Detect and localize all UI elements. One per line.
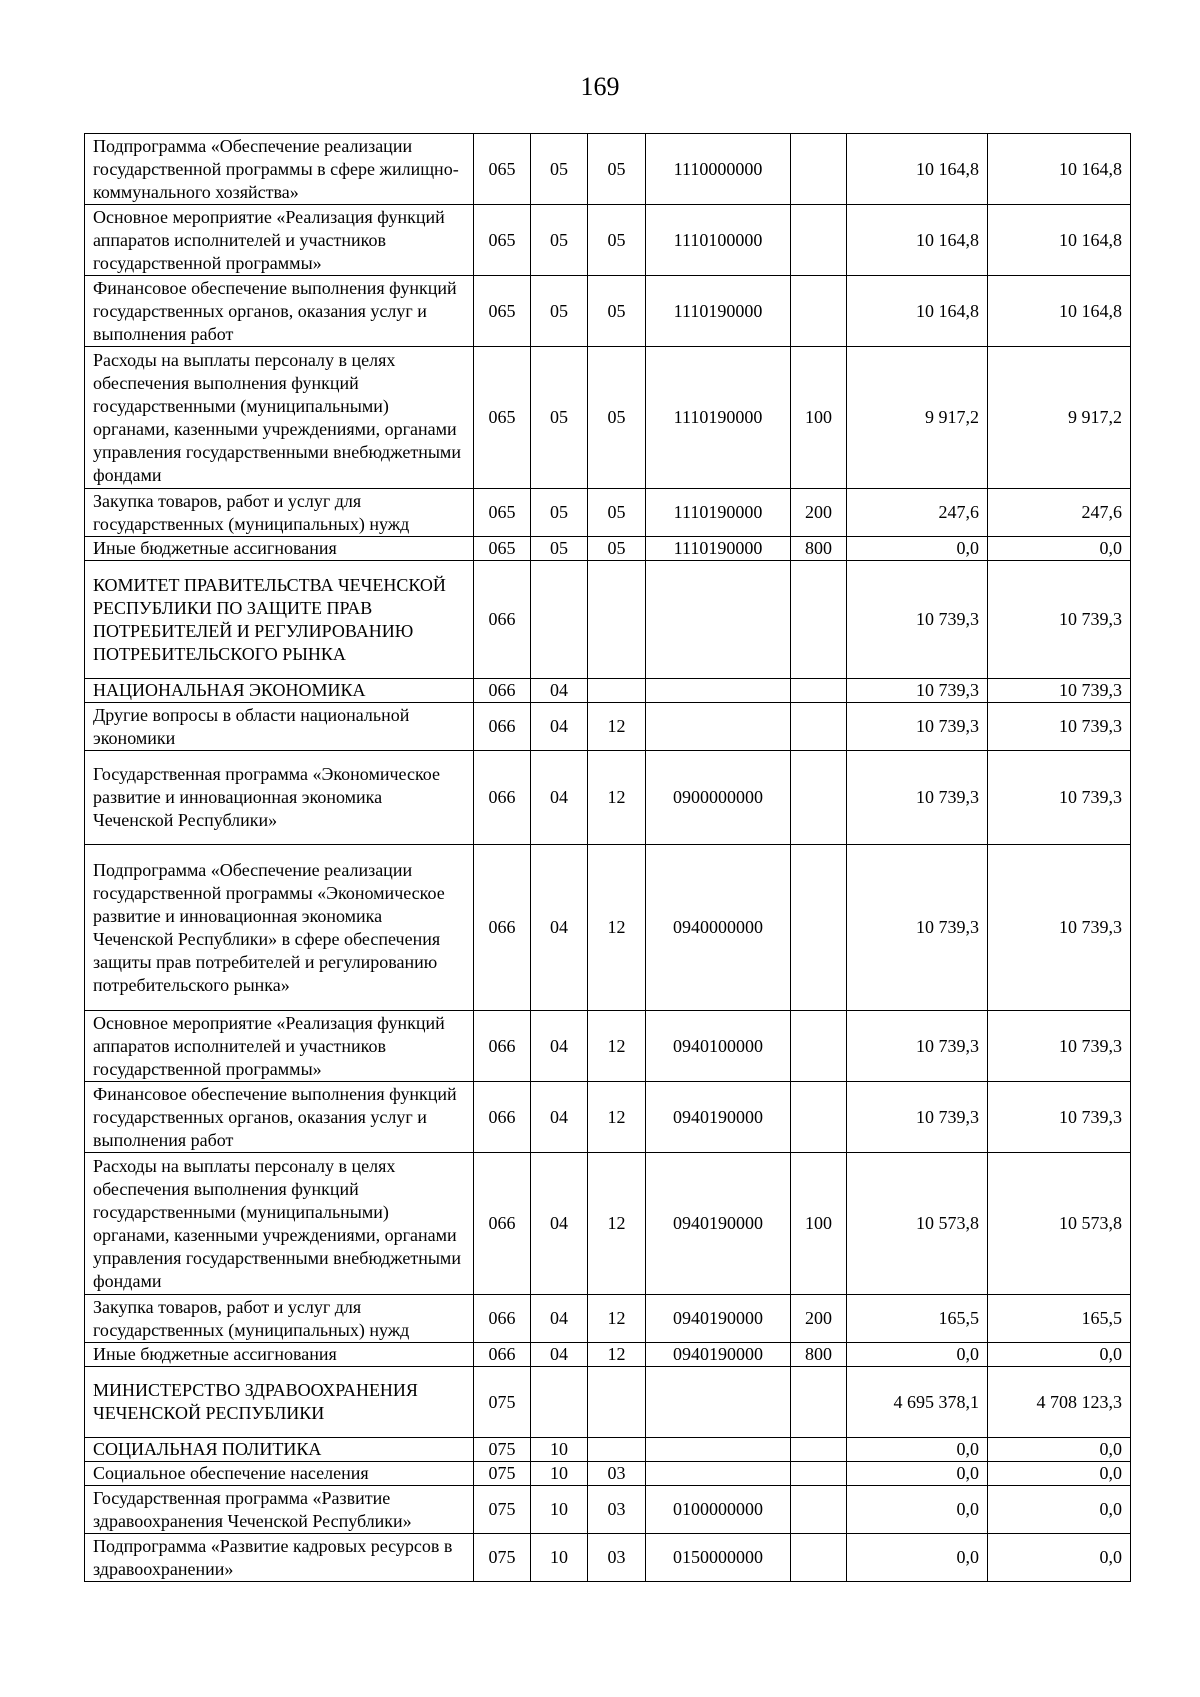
cell-name: Закупка товаров, работ и услуг для государственных (муниципальных) нужд (85, 1295, 474, 1343)
table-row (85, 1011, 1131, 1082)
budget-table-body (85, 134, 1131, 1582)
cell-pr: 12 (588, 1082, 646, 1153)
cell-csr: 0940190000 (646, 1295, 791, 1343)
cell-sum-2: 10 573,8 (988, 1153, 1131, 1295)
table-row (85, 679, 1131, 703)
cell-name: КОМИТЕТ ПРАВИТЕЛЬСТВА ЧЕЧЕНСКОЙ РЕСПУБЛИКИ ПО ЗАЩИТЕ ПРАВ ПОТРЕБИТЕЛЕЙ И РЕГУЛИРОВАНИЮ ПОТРЕБИТЕЛЬСКОГО РЫНКА (85, 561, 474, 679)
cell-rz: 04 (531, 1295, 588, 1343)
cell-name: Иные бюджетные ассигнования (85, 1343, 474, 1367)
cell-sum-2: 0,0 (988, 537, 1131, 561)
cell-rz: 04 (531, 1011, 588, 1082)
cell-rz: 04 (531, 1082, 588, 1153)
cell-rz: 04 (531, 845, 588, 1011)
cell-csr: 1110100000 (646, 205, 791, 276)
cell-sum-2: 0,0 (988, 1343, 1131, 1367)
cell-rz: 04 (531, 679, 588, 703)
cell-name: Государственная программа «Развитие здравоохранения Чеченской Республики» (85, 1486, 474, 1534)
cell-vr (791, 1082, 847, 1153)
cell-sum-2: 10 739,3 (988, 1082, 1131, 1153)
cell-csr (646, 679, 791, 703)
cell-sum-2: 10 164,8 (988, 205, 1131, 276)
cell-ved: 066 (474, 1011, 531, 1082)
cell-csr: 0100000000 (646, 1486, 791, 1534)
cell-vr: 100 (791, 1153, 847, 1295)
cell-rz: 10 (531, 1486, 588, 1534)
cell-sum-1: 10 739,3 (847, 561, 988, 679)
cell-sum-2: 10 739,3 (988, 751, 1131, 845)
cell-sum-1: 10 739,3 (847, 751, 988, 845)
cell-pr: 03 (588, 1534, 646, 1582)
cell-pr: 05 (588, 276, 646, 347)
table-row (85, 1438, 1131, 1462)
cell-sum-1: 10 739,3 (847, 1011, 988, 1082)
table-row (85, 561, 1131, 679)
cell-ved: 065 (474, 205, 531, 276)
cell-pr: 05 (588, 134, 646, 205)
cell-name: Финансовое обеспечение выполнения функций государственных органов, оказания услуг и выполнения работ (85, 1082, 474, 1153)
cell-ved: 066 (474, 1343, 531, 1367)
cell-ved: 066 (474, 561, 531, 679)
cell-csr: 0940190000 (646, 1343, 791, 1367)
cell-vr (791, 1367, 847, 1438)
cell-pr: 12 (588, 845, 646, 1011)
cell-ved: 075 (474, 1462, 531, 1486)
cell-pr (588, 679, 646, 703)
cell-name: Подпрограмма «Обеспечение реализации государственной программы в сфере жилищно-коммунального хозяйства» (85, 134, 474, 205)
cell-ved: 066 (474, 1082, 531, 1153)
cell-sum-1: 10 573,8 (847, 1153, 988, 1295)
cell-pr: 12 (588, 703, 646, 751)
cell-name: Государственная программа «Экономическое развитие и инновационная экономика Чеченской Республики» (85, 751, 474, 845)
cell-sum-2: 10 164,8 (988, 276, 1131, 347)
table-row (85, 347, 1131, 489)
cell-rz: 04 (531, 751, 588, 845)
cell-sum-2: 0,0 (988, 1438, 1131, 1462)
cell-vr (791, 134, 847, 205)
table-row (85, 489, 1131, 537)
cell-pr: 12 (588, 1011, 646, 1082)
cell-rz: 05 (531, 347, 588, 489)
cell-csr: 1110190000 (646, 537, 791, 561)
cell-vr (791, 1462, 847, 1486)
cell-sum-1: 10 739,3 (847, 703, 988, 751)
cell-sum-2: 165,5 (988, 1295, 1131, 1343)
cell-sum-1: 0,0 (847, 1534, 988, 1582)
table-row (85, 751, 1131, 845)
cell-sum-1: 9 917,2 (847, 347, 988, 489)
cell-sum-1: 4 695 378,1 (847, 1367, 988, 1438)
cell-csr (646, 561, 791, 679)
cell-sum-2: 10 739,3 (988, 679, 1131, 703)
page-number: 169 (580, 72, 620, 101)
cell-ved: 065 (474, 134, 531, 205)
cell-sum-2: 10 164,8 (988, 134, 1131, 205)
cell-csr (646, 1367, 791, 1438)
cell-sum-1: 10 739,3 (847, 679, 988, 703)
cell-sum-1: 165,5 (847, 1295, 988, 1343)
cell-rz (531, 561, 588, 679)
cell-name: МИНИСТЕРСТВО ЗДРАВООХРАНЕНИЯ ЧЕЧЕНСКОЙ РЕСПУБЛИКИ (85, 1367, 474, 1438)
cell-vr (791, 845, 847, 1011)
cell-name: Социальное обеспечение населения (85, 1462, 474, 1486)
cell-sum-1: 10 164,8 (847, 205, 988, 276)
table-row (85, 1367, 1131, 1438)
cell-vr (791, 1486, 847, 1534)
table-row (85, 537, 1131, 561)
cell-sum-1: 10 739,3 (847, 845, 988, 1011)
table-row (85, 1153, 1131, 1295)
cell-ved: 066 (474, 1153, 531, 1295)
cell-csr: 0940100000 (646, 1011, 791, 1082)
table-row (85, 1343, 1131, 1367)
cell-rz: 10 (531, 1438, 588, 1462)
cell-name: Иные бюджетные ассигнования (85, 537, 474, 561)
cell-sum-2: 9 917,2 (988, 347, 1131, 489)
cell-sum-2: 10 739,3 (988, 1011, 1131, 1082)
cell-sum-1: 10 164,8 (847, 276, 988, 347)
cell-ved: 075 (474, 1438, 531, 1462)
table-row (85, 1534, 1131, 1582)
cell-name: Основное мероприятие «Реализация функций аппаратов исполнителей и участников государственной программы» (85, 205, 474, 276)
cell-ved: 065 (474, 489, 531, 537)
budget-table (84, 133, 1131, 1582)
table-row (85, 205, 1131, 276)
cell-csr: 1110190000 (646, 276, 791, 347)
cell-sum-1: 0,0 (847, 537, 988, 561)
cell-vr: 200 (791, 489, 847, 537)
cell-pr: 05 (588, 489, 646, 537)
cell-csr (646, 703, 791, 751)
cell-name: НАЦИОНАЛЬНАЯ ЭКОНОМИКА (85, 679, 474, 703)
cell-csr: 0150000000 (646, 1534, 791, 1582)
table-row (85, 134, 1131, 205)
table-row (85, 1486, 1131, 1534)
cell-sum-1: 0,0 (847, 1343, 988, 1367)
cell-csr: 1110000000 (646, 134, 791, 205)
cell-pr: 12 (588, 1295, 646, 1343)
cell-pr (588, 1438, 646, 1462)
cell-pr: 12 (588, 1153, 646, 1295)
cell-csr (646, 1438, 791, 1462)
cell-sum-1: 10 164,8 (847, 134, 988, 205)
cell-csr: 0900000000 (646, 751, 791, 845)
cell-pr: 03 (588, 1486, 646, 1534)
cell-rz: 05 (531, 489, 588, 537)
cell-pr: 03 (588, 1462, 646, 1486)
cell-vr: 800 (791, 537, 847, 561)
cell-ved: 066 (474, 679, 531, 703)
cell-ved: 065 (474, 276, 531, 347)
cell-csr: 1110190000 (646, 347, 791, 489)
cell-rz (531, 1367, 588, 1438)
cell-ved: 066 (474, 703, 531, 751)
cell-vr (791, 561, 847, 679)
cell-vr (791, 703, 847, 751)
cell-rz: 04 (531, 1343, 588, 1367)
cell-ved: 065 (474, 537, 531, 561)
cell-rz: 05 (531, 134, 588, 205)
cell-sum-2: 10 739,3 (988, 845, 1131, 1011)
table-row (85, 1462, 1131, 1486)
cell-rz: 05 (531, 537, 588, 561)
cell-sum-1: 0,0 (847, 1462, 988, 1486)
cell-sum-1: 247,6 (847, 489, 988, 537)
cell-pr: 05 (588, 347, 646, 489)
cell-sum-1: 10 739,3 (847, 1082, 988, 1153)
cell-csr (646, 1462, 791, 1486)
cell-rz: 05 (531, 276, 588, 347)
cell-name: Финансовое обеспечение выполнения функций государственных органов, оказания услуг и выполнения работ (85, 276, 474, 347)
cell-sum-2: 4 708 123,3 (988, 1367, 1131, 1438)
cell-ved: 075 (474, 1367, 531, 1438)
cell-name: СОЦИАЛЬНАЯ ПОЛИТИКА (85, 1438, 474, 1462)
cell-name: Закупка товаров, работ и услуг для государственных (муниципальных) нужд (85, 489, 474, 537)
cell-vr: 100 (791, 347, 847, 489)
cell-pr: 12 (588, 751, 646, 845)
cell-pr (588, 561, 646, 679)
cell-vr: 200 (791, 1295, 847, 1343)
cell-ved: 075 (474, 1534, 531, 1582)
cell-rz: 04 (531, 1153, 588, 1295)
cell-sum-2: 247,6 (988, 489, 1131, 537)
cell-rz: 04 (531, 703, 588, 751)
cell-vr (791, 205, 847, 276)
cell-vr: 800 (791, 1343, 847, 1367)
cell-vr (791, 679, 847, 703)
cell-rz: 10 (531, 1534, 588, 1582)
cell-name: Другие вопросы в области национальной экономики (85, 703, 474, 751)
cell-name: Основное мероприятие «Реализация функций аппаратов исполнителей и участников государственной программы» (85, 1011, 474, 1082)
cell-csr: 0940190000 (646, 1082, 791, 1153)
cell-pr (588, 1367, 646, 1438)
cell-csr: 1110190000 (646, 489, 791, 537)
table-row (85, 276, 1131, 347)
cell-sum-2: 0,0 (988, 1486, 1131, 1534)
cell-ved: 075 (474, 1486, 531, 1534)
cell-pr: 05 (588, 537, 646, 561)
cell-sum-1: 0,0 (847, 1486, 988, 1534)
cell-vr (791, 751, 847, 845)
cell-name: Расходы на выплаты персоналу в целях обеспечения выполнения функций государственными (муниципальными) органами, казенными учреждениями, органами управления государственными внебюджетными фондами (85, 1153, 474, 1295)
cell-name: Подпрограмма «Развитие кадровых ресурсов в здравоохранении» (85, 1534, 474, 1582)
cell-csr: 0940000000 (646, 845, 791, 1011)
cell-csr: 0940190000 (646, 1153, 791, 1295)
cell-name: Расходы на выплаты персоналу в целях обеспечения выполнения функций государственными (муниципальными) органами, казенными учреждениями, органами управления государственными внебюджетными фондами (85, 347, 474, 489)
cell-pr: 12 (588, 1343, 646, 1367)
cell-sum-2: 0,0 (988, 1534, 1131, 1582)
cell-pr: 05 (588, 205, 646, 276)
cell-vr (791, 276, 847, 347)
cell-ved: 066 (474, 845, 531, 1011)
cell-vr (791, 1534, 847, 1582)
cell-rz: 05 (531, 205, 588, 276)
cell-sum-2: 0,0 (988, 1462, 1131, 1486)
cell-sum-2: 10 739,3 (988, 561, 1131, 679)
cell-sum-2: 10 739,3 (988, 703, 1131, 751)
cell-name: Подпрограмма «Обеспечение реализации государственной программы «Экономическое развитие и инновационная экономика Чеченской Республики» в сфере обеспечения защиты прав потребителей и регулированию потребительского рынка» (85, 845, 474, 1011)
cell-sum-1: 0,0 (847, 1438, 988, 1462)
table-row (85, 703, 1131, 751)
cell-vr (791, 1011, 847, 1082)
cell-ved: 066 (474, 751, 531, 845)
table-row (85, 1082, 1131, 1153)
cell-vr (791, 1438, 847, 1462)
cell-rz: 10 (531, 1462, 588, 1486)
cell-ved: 065 (474, 347, 531, 489)
table-row (85, 1295, 1131, 1343)
cell-ved: 066 (474, 1295, 531, 1343)
table-row (85, 845, 1131, 1011)
